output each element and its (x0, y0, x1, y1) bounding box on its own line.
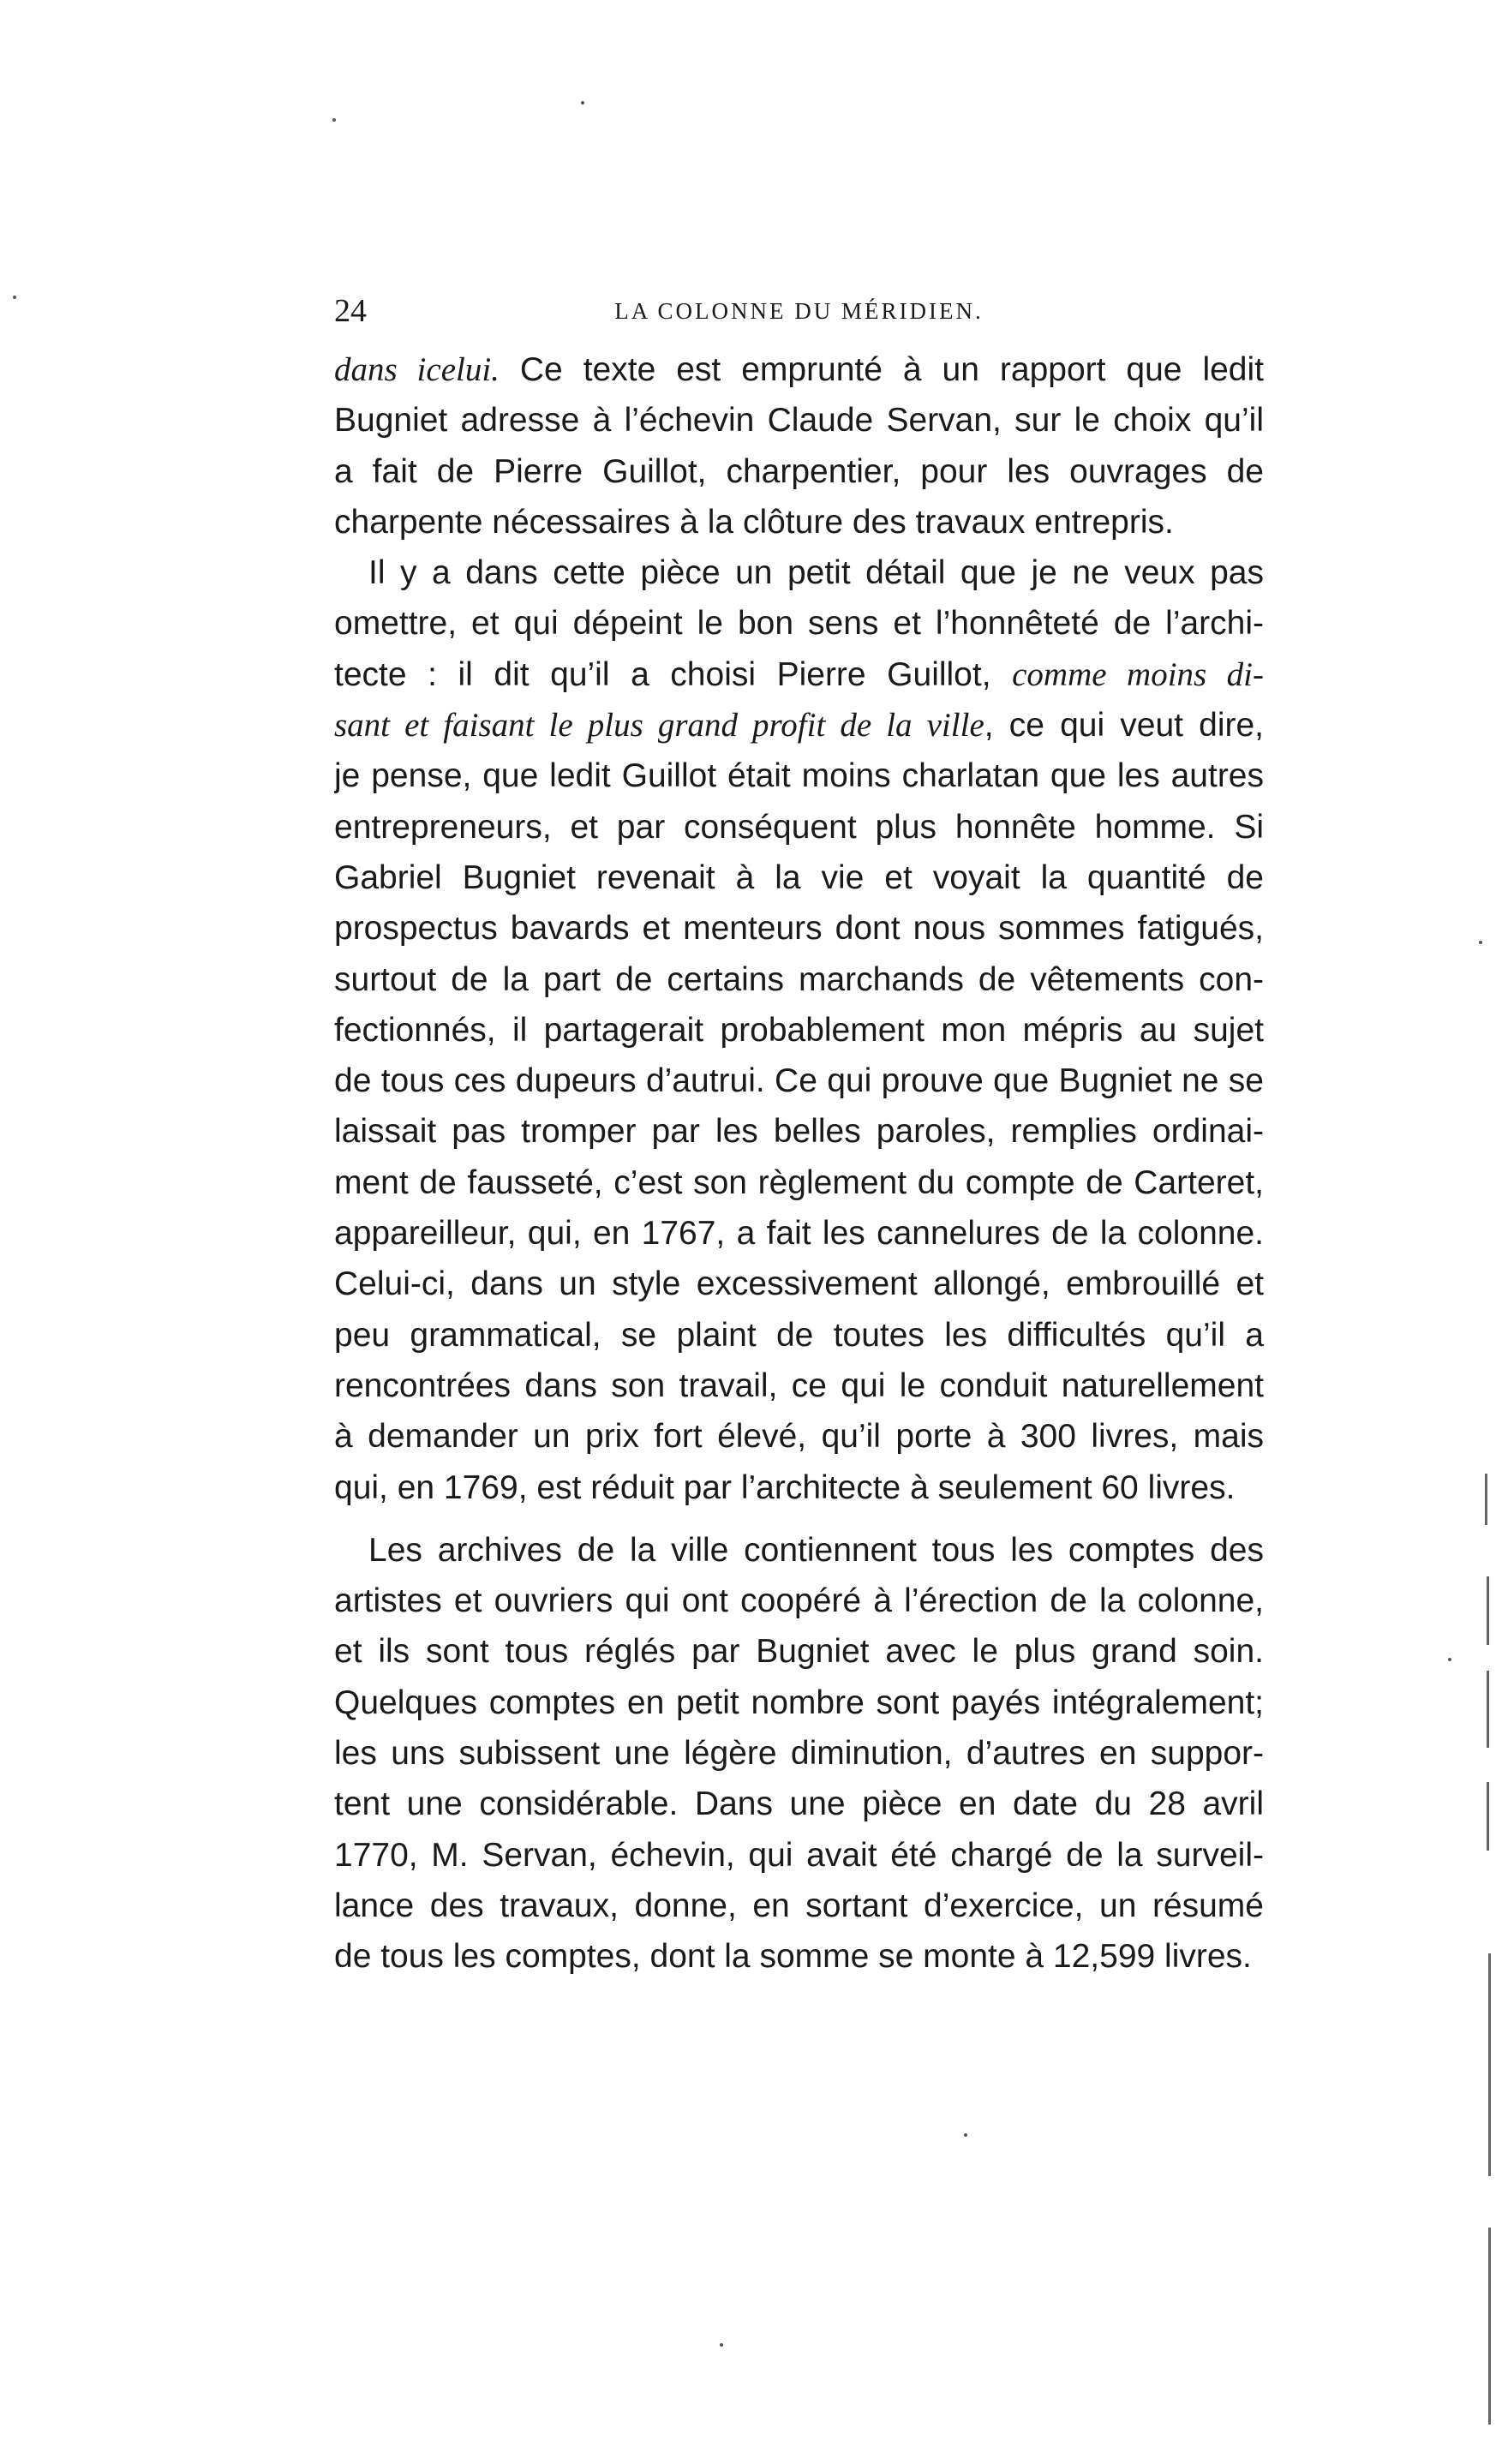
paragraph (334, 344, 1264, 547)
text-line (334, 344, 1264, 395)
text-segment: entrepreneurs, et par conséquent plus honnête homme. Si (334, 808, 1264, 846)
scan-margin-mark (1485, 1474, 1487, 1525)
text-line (334, 1157, 1264, 1208)
text-segment: charpente nécessaires à la clôture des travaux entrepris. (334, 503, 1174, 541)
text-segment: appareilleur, qui, en 1767, a fait les cannelures de la colonne. (334, 1215, 1264, 1253)
scan-speck (1448, 1658, 1451, 1661)
text-segment: Celui-ci, dans un style excessivement allongé, embrouillé et (334, 1265, 1264, 1303)
text-segment: les uns subissent une légère diminution, d’autres en suppor- (334, 1735, 1264, 1773)
scan-margin-mark (1487, 1576, 1489, 1645)
text-line (334, 1931, 1264, 1982)
paragraph-gap (334, 1513, 1264, 1525)
text-segment: ment de fausseté, c’est son règlement du compte de Carteret, (334, 1163, 1264, 1201)
text-segment: rencontrées dans son travail, ce qui le conduit naturellement (334, 1367, 1264, 1404)
text-segment: fectionnés, il partagerait probablement mon mépris au sujet (334, 1011, 1264, 1049)
text-line (334, 446, 1264, 497)
paragraph (334, 547, 1264, 1513)
text-line (334, 1310, 1264, 1361)
text-line (334, 1361, 1264, 1411)
running-title: LA COLONNE DU MÉRIDIEN. (614, 298, 984, 324)
text-line (334, 1411, 1264, 1462)
scan-speck (964, 2133, 967, 2137)
text-line (334, 903, 1264, 954)
text-segment: prospectus bavards et menteurs dont nous sommes fatigués, (334, 910, 1264, 948)
italic-text: comme moins di- (1012, 655, 1264, 693)
text-segment: laissait pas tromper par les belles paroles, remplies ordinai- (334, 1113, 1264, 1151)
text-segment: Gabriel Bugniet revenait à la vie et voyait la quantité de (334, 858, 1264, 896)
text-line (334, 1728, 1264, 1779)
text-segment: Bugniet adresse à l’échevin Claude Servan, sur le choix qu’il (334, 402, 1264, 440)
text-line (334, 1576, 1264, 1626)
text-line (334, 852, 1264, 903)
body-text (334, 344, 1264, 1983)
text-line (334, 802, 1264, 852)
page-header (334, 290, 1264, 332)
scan-speck (332, 118, 336, 122)
text-segment: et ils sont tous réglés par Bugniet avec le plus grand soin. (334, 1633, 1264, 1671)
text-line (334, 1678, 1264, 1728)
paragraph (334, 1525, 1264, 1983)
text-line (334, 1626, 1264, 1677)
text-segment: qui, en 1769, est réduit par l’architecte à seulement 60 livres. (334, 1468, 1236, 1506)
text-line (334, 954, 1264, 1005)
text-line (334, 1779, 1264, 1829)
text-segment: tecte : il dit qu’il a choisi Pierre Guillot, (334, 655, 1013, 693)
scan-margin-mark (1488, 2228, 1491, 2425)
text-line (334, 1259, 1264, 1309)
text-line (334, 1056, 1264, 1106)
text-segment: a fait de Pierre Guillot, charpentier, pour les ouvrages de (334, 452, 1264, 490)
text-line (334, 1830, 1264, 1881)
scan-margin-mark (1487, 1782, 1489, 1851)
text-segment: de tous les comptes, dont la somme se monte à 12,599 livres. (334, 1938, 1252, 1976)
text-segment: omettre, et qui dépeint le bon sens et l’honnêteté de l’archi- (334, 605, 1264, 643)
text-line (334, 1208, 1264, 1259)
text-line (334, 1462, 1264, 1513)
text-segment: Les archives de la ville contiennent tous les comptes des (368, 1531, 1264, 1569)
text-segment: Quelques comptes en petit nombre sont payés intégralement; (334, 1684, 1264, 1721)
text-line (334, 1525, 1264, 1576)
italic-text: dans icelui. (334, 351, 500, 388)
text-line (334, 649, 1264, 700)
text-line (334, 1106, 1264, 1157)
text-segment: à demander un prix fort élevé, qu’il porte à 300 livres, mais (334, 1418, 1264, 1456)
text-segment: Il y a dans cette pièce un petit détail que je ne veux pas (368, 554, 1264, 592)
text-segment: , ce qui veut dire, (984, 707, 1264, 745)
scan-speck (1479, 941, 1482, 944)
text-line (334, 700, 1264, 751)
scan-speck (13, 296, 16, 299)
text-line (334, 1881, 1264, 1931)
scan-speck (581, 101, 584, 105)
scan-margin-mark (1488, 1953, 1491, 2176)
text-segment: peu grammatical, se plaint de toutes les difficultés qu’il a (334, 1316, 1264, 1354)
text-segment: lance des travaux, donne, en sortant d’exercice, un résumé (334, 1887, 1264, 1924)
text-line (334, 547, 1264, 598)
scan-speck (720, 2343, 723, 2347)
text-line (334, 751, 1264, 801)
text-segment: de tous ces dupeurs d’autrui. Ce qui prouve que Bugniet ne se (334, 1062, 1264, 1100)
text-segment: artistes et ouvriers qui ont coopéré à l’érection de la colonne, (334, 1582, 1264, 1620)
page-number: 24 (334, 293, 367, 329)
text-line (334, 497, 1264, 547)
text-segment: 1770, M. Servan, échevin, qui avait été chargé de la surveil- (334, 1836, 1264, 1874)
scan-margin-mark (1487, 1671, 1489, 1748)
text-line (334, 1005, 1264, 1056)
italic-text: sant et faisant le plus grand profit de la ville (334, 707, 984, 745)
text-segment: Ce texte est emprunté à un rapport que ledit (499, 351, 1264, 388)
text-segment: je pense, que ledit Guillot était moins charlatan que les autres (334, 757, 1264, 795)
text-segment: surtout de la part de certains marchands de vêtements con- (334, 960, 1264, 998)
text-segment: tent une considérable. Dans une pièce en date du 28 avril (334, 1785, 1264, 1823)
text-line (334, 598, 1264, 649)
text-line (334, 395, 1264, 446)
